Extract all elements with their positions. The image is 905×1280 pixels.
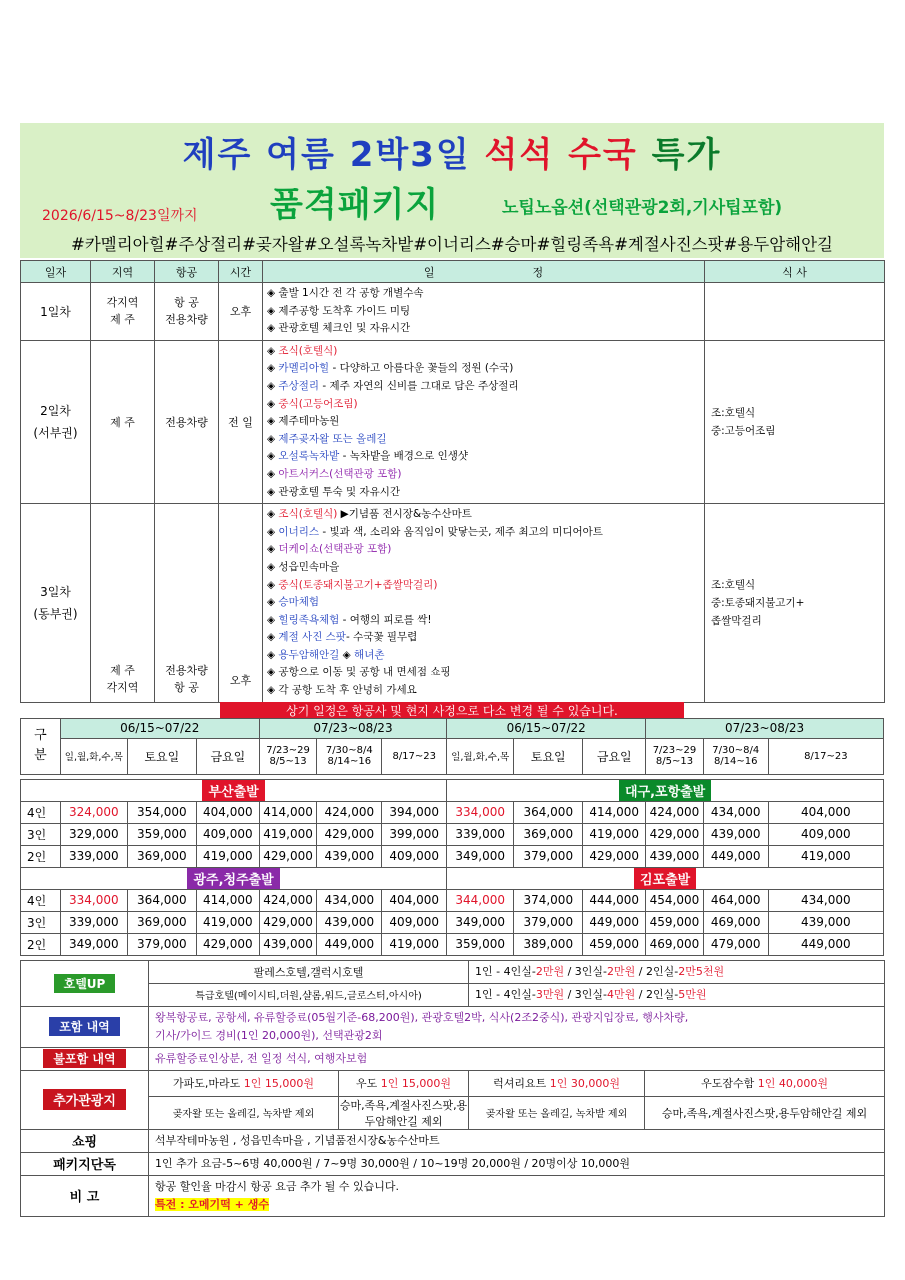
option-2-desc: 승마,족욕,계절사진스팟,용두암해안길 제외 [339, 1096, 469, 1129]
col-fri: 금요일 [583, 738, 646, 774]
itinerary-table [20, 260, 885, 703]
price-cell: 464,000 [703, 889, 768, 911]
price-cell: 459,000 [646, 911, 704, 933]
diamond-bullet-icon: ◈ [267, 432, 279, 445]
day1-time: 오후 [219, 283, 263, 341]
schedule-item: ◈ 조식(호텔식) ▶기념품 전시장&농수산마트 [267, 508, 472, 521]
day3-time: 오후 [219, 504, 263, 703]
schedule-item: ◈ 제주테마농원 [267, 415, 340, 428]
day3-region: 제 주 각지역 [91, 504, 155, 703]
price-cell: 409,000 [196, 823, 259, 845]
day3-label: 3일차 (동부권) [21, 504, 91, 703]
price-cell: 449,000 [583, 911, 646, 933]
hotel-b-price: 1인 - 4인실-3만원 / 3인실-4만원 / 2인실-5만원 [469, 983, 885, 1006]
price-cell: 369,000 [127, 911, 196, 933]
include-label: 포함 내역 [21, 1006, 149, 1047]
day3-row [21, 504, 885, 703]
price-cell: 414,000 [259, 801, 317, 823]
departure-label: 김포출발 [447, 867, 884, 889]
price-cell: 434,000 [768, 889, 883, 911]
price-cell: 354,000 [127, 801, 196, 823]
diamond-bullet-icon: ◈ [267, 485, 279, 498]
price-cell: 429,000 [259, 845, 317, 867]
range-a: 06/15~07/22 [60, 718, 259, 738]
price-cell: 394,000 [382, 801, 447, 823]
schedule-item: ◈ 관광호텔 투숙 및 자유시간 [267, 485, 401, 498]
diamond-bullet-icon: ◈ [267, 613, 279, 626]
exclude-label: 불포함 내역 [21, 1047, 149, 1070]
departure-row [21, 867, 884, 889]
day1-row [21, 283, 885, 341]
price-cell: 414,000 [583, 801, 646, 823]
page [20, 123, 884, 1217]
diamond-bullet-icon: ◈ [267, 344, 279, 357]
price-cell: 404,000 [196, 801, 259, 823]
schedule-item: ◈ 관광호텔 체크인 및 자유시간 [267, 322, 411, 335]
day1-schedule [263, 283, 705, 341]
pax-label: 2인 [21, 933, 61, 955]
schedule-item: ◈ 제주곶자왈 또는 올레길 [267, 432, 387, 445]
title [20, 127, 884, 176]
price-row [21, 823, 884, 845]
col-peak1: 7/23~29 8/5~13 [646, 738, 704, 774]
day2-transport: 전용차량 [155, 340, 219, 503]
schedule-item: ◈ 주상절리 - 제주 자연의 신비를 그대로 담은 주상절리 [267, 379, 519, 392]
price-cell: 429,000 [196, 933, 259, 955]
col-peak1: 7/23~29 8/5~13 [259, 738, 317, 774]
price-cell: 419,000 [196, 911, 259, 933]
hotel-a-price: 1인 - 4인실-2만원 / 3인실-2만원 / 2인실-2만5천원 [469, 960, 885, 983]
diamond-bullet-icon: ◈ [267, 525, 279, 538]
range-b: 07/23~08/23 [259, 718, 446, 738]
schedule-item: ◈ 용두암해안길 ◈ 해녀촌 [267, 648, 385, 661]
schedule-item: ◈ 힐링족욕체험 - 여행의 피로를 싹! [267, 613, 432, 626]
schedule-item: ◈ 출발 1시간 전 각 공항 개별수속 [267, 287, 424, 299]
pax-label: 2인 [21, 845, 61, 867]
day2-label: 2일차 (서부권) [21, 340, 91, 503]
col-fri: 금요일 [196, 738, 259, 774]
price-cell: 399,000 [382, 823, 447, 845]
range-b: 07/23~08/23 [646, 718, 884, 738]
price-cell: 419,000 [382, 933, 447, 955]
day3-meal: 조:호텔식 중:토종돼지불고기+ 좁쌀막걸리 [705, 504, 885, 703]
col-peak3: 8/17~23 [382, 738, 447, 774]
gubun-label: 구 분 [21, 718, 61, 774]
pax-label: 4인 [21, 889, 61, 911]
bonus: 특전 : 오메기떡 + 생수 [155, 1197, 269, 1211]
price-cell: 449,000 [768, 933, 883, 955]
schedule-item: ◈ 이너리스 - 빛과 색, 소리와 움직임이 맞닿는곳, 제주 최고의 미디어아트 [267, 525, 603, 538]
price-cell: 449,000 [317, 933, 382, 955]
title-part: 수국 [554, 135, 652, 175]
diamond-bullet-icon: ◈ [267, 543, 279, 556]
price-cell: 444,000 [583, 889, 646, 911]
schedule-item: ◈ 각 공항 도착 후 안녕히 가세요 [267, 684, 417, 697]
price-cell: 344,000 [447, 889, 514, 911]
diamond-bullet-icon: ◈ [267, 304, 279, 317]
schedule-item: ◈ 공항으로 이동 및 공항 내 면세점 쇼핑 [267, 666, 451, 679]
price-cell: 419,000 [768, 845, 883, 867]
pax-label: 3인 [21, 823, 61, 845]
price-row [21, 889, 884, 911]
price-cell: 429,000 [317, 823, 382, 845]
schedule-item: ◈ 계절 사진 스팟- 수국꽃 필무렵 [267, 631, 418, 644]
price-cell: 334,000 [60, 889, 127, 911]
price-cell: 409,000 [768, 823, 883, 845]
diamond-bullet-icon: ◈ [267, 631, 279, 644]
col-meal: 식 사 [705, 261, 885, 283]
price-cell: 369,000 [514, 823, 583, 845]
schedule-item: ◈ 중식(토종돼지불고기+좁쌀막걸리) [267, 578, 438, 591]
price-cell: 419,000 [259, 823, 317, 845]
period: 2026/6/15~8/23일까지 [42, 208, 198, 224]
header-banner [20, 123, 884, 258]
schedule-item: ◈ 오설록녹차밭 - 녹차밭을 배경으로 인생샷 [267, 450, 468, 463]
hotel-a: 팔레스호텔,갤럭시호텔 [149, 960, 469, 983]
price-row [21, 933, 884, 955]
price-cell: 349,000 [447, 845, 514, 867]
title-part: 석석 [484, 135, 555, 175]
price-cell: 439,000 [703, 823, 768, 845]
diamond-bullet-icon: ◈ [267, 322, 279, 335]
include-text: 왕복항공료, 공항세, 유류할증료(05월기준-68,200원), 관광호텔2박, 식사(2조2중식), 관광지입장료, 행사차량, 기사/가이드 경비(1인 20,000원), 선택관광2회 [149, 1006, 885, 1047]
diamond-bullet-icon: ◈ [267, 508, 279, 521]
price-cell: 419,000 [583, 823, 646, 845]
price-cell: 439,000 [646, 845, 704, 867]
price-cell: 379,000 [514, 845, 583, 867]
price-cell: 414,000 [196, 889, 259, 911]
day3-transport: 전용차량 항 공 [155, 504, 219, 703]
price-cell: 479,000 [703, 933, 768, 955]
schedule-item: ◈ 제주공항 도착후 가이드 미팅 [267, 304, 411, 317]
price-cell: 339,000 [447, 823, 514, 845]
note-label: 비 고 [21, 1175, 149, 1216]
diamond-bullet-icon: ◈ [267, 578, 279, 591]
price-row [21, 845, 884, 867]
departure-label: 대구,포항출발 [447, 779, 884, 801]
diamond-bullet-icon: ◈ [267, 648, 279, 661]
departure-label: 부산출발 [21, 779, 447, 801]
option-4-desc: 승마,족욕,계절사진스팟,용두암해안길 제외 [645, 1096, 885, 1129]
price-row [21, 911, 884, 933]
price-cell: 359,000 [127, 823, 196, 845]
price-cell: 424,000 [646, 801, 704, 823]
price-cell: 364,000 [514, 801, 583, 823]
day1-transport: 항 공 전용차량 [155, 283, 219, 341]
schedule-item: ◈ 더케이쇼(선택관광 포함) [267, 543, 392, 556]
price-cell: 324,000 [60, 801, 127, 823]
price-cell: 409,000 [382, 845, 447, 867]
diamond-bullet-icon: ◈ [267, 415, 279, 428]
price-cell: 404,000 [382, 889, 447, 911]
option-2: 우도 1인 15,000원 [339, 1070, 469, 1096]
day1-label: 1일차 [21, 283, 91, 341]
diamond-bullet-icon: ◈ [267, 450, 279, 463]
note-text: 항공 할인율 마감시 항공 요금 추가 될 수 있습니다. 특전 : 오메기떡 + 생수 [149, 1175, 885, 1216]
package-name: 품격패키지 [270, 185, 440, 225]
col-peak2: 7/30~8/4 8/14~16 [317, 738, 382, 774]
diamond-bullet-icon: ◈ [267, 379, 279, 392]
diamond-bullet-icon: ◈ [267, 362, 279, 375]
price-header [20, 718, 884, 775]
day2-region: 제 주 [91, 340, 155, 503]
diamond-bullet-icon: ◈ [267, 666, 279, 679]
day2-time: 전 일 [219, 340, 263, 503]
price-cell: 359,000 [447, 933, 514, 955]
shopping-label: 쇼핑 [21, 1129, 149, 1152]
price-cell: 424,000 [317, 801, 382, 823]
price-cell: 329,000 [60, 823, 127, 845]
price-cell: 339,000 [60, 845, 127, 867]
package-sub: 노팁노옵션(선택관광2회,기사팁포함) [502, 198, 783, 218]
single-label: 패키지단독 [21, 1152, 149, 1175]
diamond-bullet-icon: ◈ [267, 596, 279, 609]
info-table [20, 960, 885, 1217]
pax-label: 4인 [21, 801, 61, 823]
diamond-bullet-icon: ◈ [267, 287, 279, 299]
departure-row [21, 779, 884, 801]
hotel-up-label: 호텔UP [21, 960, 149, 1006]
col-peak2: 7/30~8/4 8/14~16 [703, 738, 768, 774]
option-label: 추가관광지 [21, 1070, 149, 1129]
day3-schedule [263, 504, 705, 703]
diamond-bullet-icon: ◈ [267, 467, 279, 480]
price-cell: 419,000 [196, 845, 259, 867]
diamond-bullet-icon: ◈ [339, 648, 355, 661]
price-row [21, 801, 884, 823]
schedule-item: ◈ 중식(고등어조림) [267, 397, 358, 410]
price-cell: 379,000 [514, 911, 583, 933]
option-1-desc: 곶자왈 또는 올레길, 녹차밭 제외 [149, 1096, 339, 1129]
price-cell: 424,000 [259, 889, 317, 911]
price-cell: 429,000 [646, 823, 704, 845]
departure-label: 광주,청주출발 [21, 867, 447, 889]
schedule-item: ◈ 조식(호텔식) [267, 344, 338, 357]
schedule-item: ◈ 성읍민속마을 [267, 560, 340, 573]
exclude-text: 유류할증료인상분, 전 일정 석식, 여행자보험 [149, 1047, 885, 1070]
price-cell: 409,000 [382, 911, 447, 933]
schedule-item: ◈ 카멜리아힐 - 다양하고 아름다운 꽃들의 정원 (수국) [267, 362, 514, 375]
option-3-desc: 곶자왈 또는 올레길, 녹차밭 제외 [469, 1096, 645, 1129]
price-cell: 339,000 [60, 911, 127, 933]
day1-meal [705, 283, 885, 341]
price-cell: 429,000 [259, 911, 317, 933]
day2-meal: 조:호텔식 중:고등어조림 [705, 340, 885, 503]
price-cell: 349,000 [447, 911, 514, 933]
col-peak3: 8/17~23 [768, 738, 883, 774]
col-day: 일자 [21, 261, 91, 283]
day1-region: 각지역 제 주 [91, 283, 155, 341]
shopping-text: 석부작테마농원 , 성읍민속마을 , 기념품전시장&농수산마트 [149, 1129, 885, 1152]
option-3: 럭셔리요트 1인 30,000원 [469, 1070, 645, 1096]
price-cell: 439,000 [317, 911, 382, 933]
price-cell: 449,000 [703, 845, 768, 867]
price-cell: 369,000 [127, 845, 196, 867]
price-cell: 434,000 [317, 889, 382, 911]
price-cell: 469,000 [703, 911, 768, 933]
col-weekday: 일,월,화,수,목 [447, 738, 514, 774]
price-table [20, 779, 884, 956]
option-4: 우도잠수함 1인 40,000원 [645, 1070, 885, 1096]
schedule-item: ◈ 아트서커스(선택관광 포함) [267, 467, 402, 480]
price-cell: 404,000 [768, 801, 883, 823]
col-schedule: 일 정 [263, 261, 705, 283]
price-cell: 349,000 [60, 933, 127, 955]
price-cell: 364,000 [127, 889, 196, 911]
price-cell: 459,000 [583, 933, 646, 955]
option-1: 가파도,마라도 1인 15,000원 [149, 1070, 339, 1096]
price-cell: 469,000 [646, 933, 704, 955]
price-cell: 439,000 [317, 845, 382, 867]
price-cell: 439,000 [259, 933, 317, 955]
range-a: 06/15~07/22 [447, 718, 646, 738]
price-cell: 389,000 [514, 933, 583, 955]
diamond-bullet-icon: ◈ [267, 684, 279, 697]
diamond-bullet-icon: ◈ [267, 397, 279, 410]
price-cell: 454,000 [646, 889, 704, 911]
schedule-item: ◈ 승마체험 [267, 596, 319, 609]
day2-row [21, 340, 885, 503]
single-text: 1인 추가 요금-5~6명 40,000원 / 7~9명 30,000원 / 10~19명 20,000원 / 20명이상 10,000원 [149, 1152, 885, 1175]
col-transport: 항공 [155, 261, 219, 283]
col-sat: 토요일 [127, 738, 196, 774]
diamond-bullet-icon: ◈ [267, 560, 279, 573]
col-weekday: 일,월,화,수,목 [60, 738, 127, 774]
price-cell: 379,000 [127, 933, 196, 955]
schedule-notice: 상기 일정은 항공사 및 현지 사정으로 다소 변경 될 수 있습니다. [220, 702, 684, 718]
price-cell: 374,000 [514, 889, 583, 911]
hotel-b: 특급호텔(메이시티,더원,샬롬,워드,글로스터,아시아) [149, 983, 469, 1006]
price-cell: 434,000 [703, 801, 768, 823]
price-cell: 439,000 [768, 911, 883, 933]
price-cell: 334,000 [447, 801, 514, 823]
hashtags: #카멜리아힐#주상절리#곶자왈#오설록녹차밭#이너리스#승마#힐링족욕#계절사진스팟#용두암해안길 [71, 235, 833, 254]
day2-schedule [263, 340, 705, 503]
price-cell: 429,000 [583, 845, 646, 867]
col-sat: 토요일 [514, 738, 583, 774]
col-time: 시간 [219, 261, 263, 283]
title-part: 특가 [651, 135, 722, 175]
pax-label: 3인 [21, 911, 61, 933]
title-part: 제주 여름 2박3일 [182, 135, 485, 175]
col-region: 지역 [91, 261, 155, 283]
